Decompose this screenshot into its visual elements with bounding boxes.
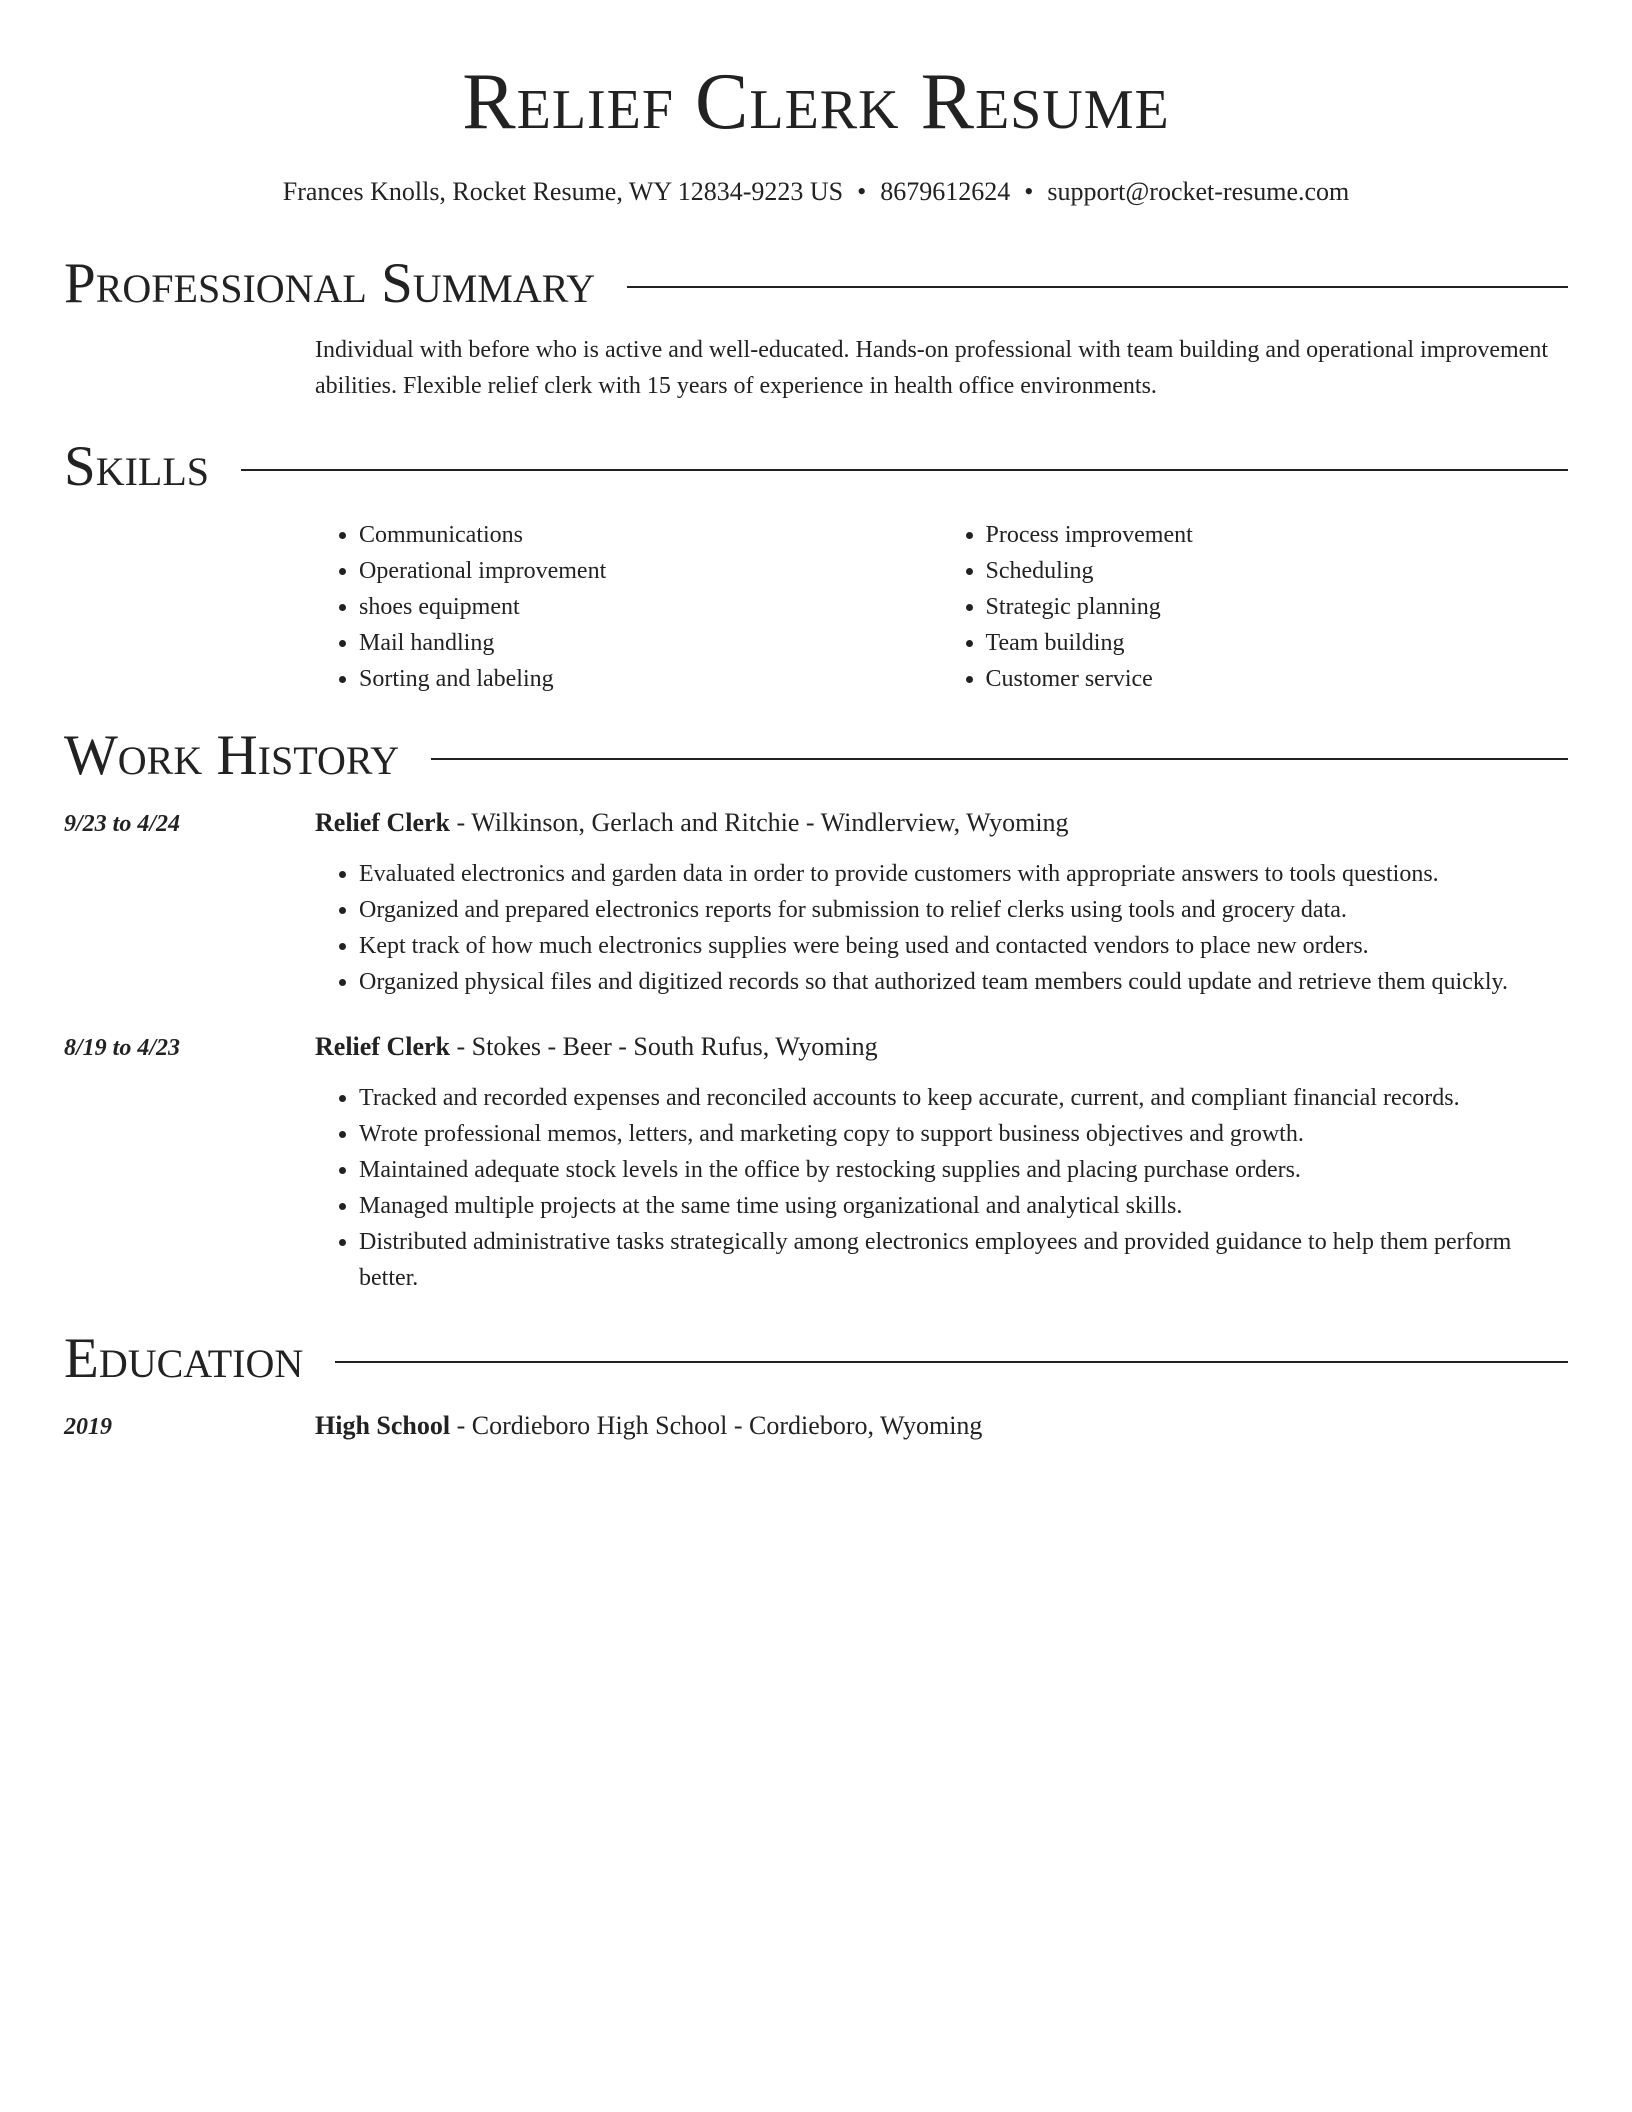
education-section-header	[64, 1327, 1568, 1391]
education-heading: Education	[64, 1327, 304, 1391]
job-bullet: • Tracked and recorded expenses and reconciled accounts to keep accurate, current, and compliant financial records.	[359, 1080, 1568, 1116]
section-divider	[335, 1361, 1568, 1363]
contact-separator: •	[1024, 177, 1034, 206]
skill-item: • Team building	[986, 625, 1569, 661]
contact-line	[64, 176, 1568, 207]
job-entry	[64, 808, 1568, 1000]
skill-item: • shoes equipment	[359, 589, 942, 625]
work-heading: Work History	[64, 724, 400, 788]
job-bullet: • Evaluated electronics and garden data in order to provide customers with appropriate answers to tools questions.	[359, 856, 1568, 892]
job-bullet: • Organized and prepared electronics reports for submission to relief clerks using tools and grocery data.	[359, 892, 1568, 928]
work-section-header	[64, 724, 1568, 788]
section-divider	[627, 286, 1568, 288]
job-entry	[64, 1032, 1568, 1296]
job-bullet: • Managed multiple projects at the same time using organizational and analytical skills.	[359, 1188, 1568, 1224]
skill-item: • Strategic planning	[986, 589, 1569, 625]
job-bullet: • Kept track of how much electronics supplies were being used and contacted vendors to place new orders.	[359, 928, 1568, 964]
job-heading	[315, 1032, 878, 1062]
skill-item: • Mail handling	[359, 625, 942, 661]
skill-item: • Communications	[359, 517, 942, 553]
education-details: - Cordieboro High School - Cordieboro, Wyoming	[450, 1411, 983, 1441]
contact-separator: •	[857, 177, 867, 206]
job-header	[64, 808, 1568, 838]
job-dates: 9/23 to 4/24	[64, 811, 181, 838]
summary-heading: Professional Summary	[64, 252, 596, 316]
job-bullets	[315, 856, 1568, 1000]
skill-item: • Sorting and labeling	[359, 661, 942, 697]
skills-section-header	[64, 435, 1568, 499]
job-bullet: • Distributed administrative tasks strategically among electronics employees and provided guidance to help them perform better.	[359, 1224, 1568, 1296]
skills-grid	[315, 517, 1568, 697]
skill-item: • Operational improvement	[359, 553, 942, 589]
education-year: 2019	[64, 1414, 112, 1441]
job-body	[64, 856, 1568, 1000]
skill-item: • Process improvement	[986, 517, 1569, 553]
education-entry	[64, 1411, 1568, 1441]
summary-section-header	[64, 252, 1568, 316]
job-details: - Stokes - Beer - South Rufus, Wyoming	[450, 1032, 878, 1062]
job-title: Relief Clerk	[315, 1032, 451, 1062]
education-heading-line	[315, 1411, 982, 1441]
summary-body	[64, 332, 1568, 404]
summary-text: Individual with before who is active and well-educated. Hands-on professional with team building and operational improvement abilities. Flexible relief clerk with 15 years of experience in health office environments.	[315, 337, 1548, 400]
job-title: Relief Clerk	[315, 808, 451, 838]
skills-body	[64, 517, 1568, 697]
job-bullet: • Wrote professional memos, letters, and marketing copy to support business objectives and growth.	[359, 1116, 1568, 1152]
job-dates: 8/19 to 4/23	[64, 1035, 181, 1062]
skill-item: • Customer service	[986, 661, 1569, 697]
contact-phone: 8679612624	[880, 177, 1011, 206]
job-bullet: • Organized physical files and digitized records so that authorized team members could update and retrieve them quickly.	[359, 964, 1568, 1000]
contact-address: Frances Knolls, Rocket Resume, WY 12834-9223 US	[282, 177, 844, 206]
job-body	[64, 1080, 1568, 1296]
section-divider	[431, 758, 1568, 760]
skills-heading: Skills	[64, 435, 210, 499]
job-bullet: • Maintained adequate stock levels in the office by restocking supplies and placing purchase orders.	[359, 1152, 1568, 1188]
resume-title: Relief Clerk Resume	[462, 58, 1170, 146]
job-header	[64, 1032, 1568, 1062]
skills-list-right	[942, 517, 1569, 697]
education-degree: High School	[315, 1411, 451, 1441]
job-details: - Wilkinson, Gerlach and Ritchie - Windlerview, Wyoming	[450, 808, 1069, 838]
skill-item: • Scheduling	[986, 553, 1569, 589]
contact-email: support@rocket-resume.com	[1047, 177, 1350, 206]
job-heading	[315, 808, 1069, 838]
section-divider	[241, 469, 1568, 471]
job-bullets	[315, 1080, 1568, 1296]
skills-list-left	[315, 517, 942, 697]
